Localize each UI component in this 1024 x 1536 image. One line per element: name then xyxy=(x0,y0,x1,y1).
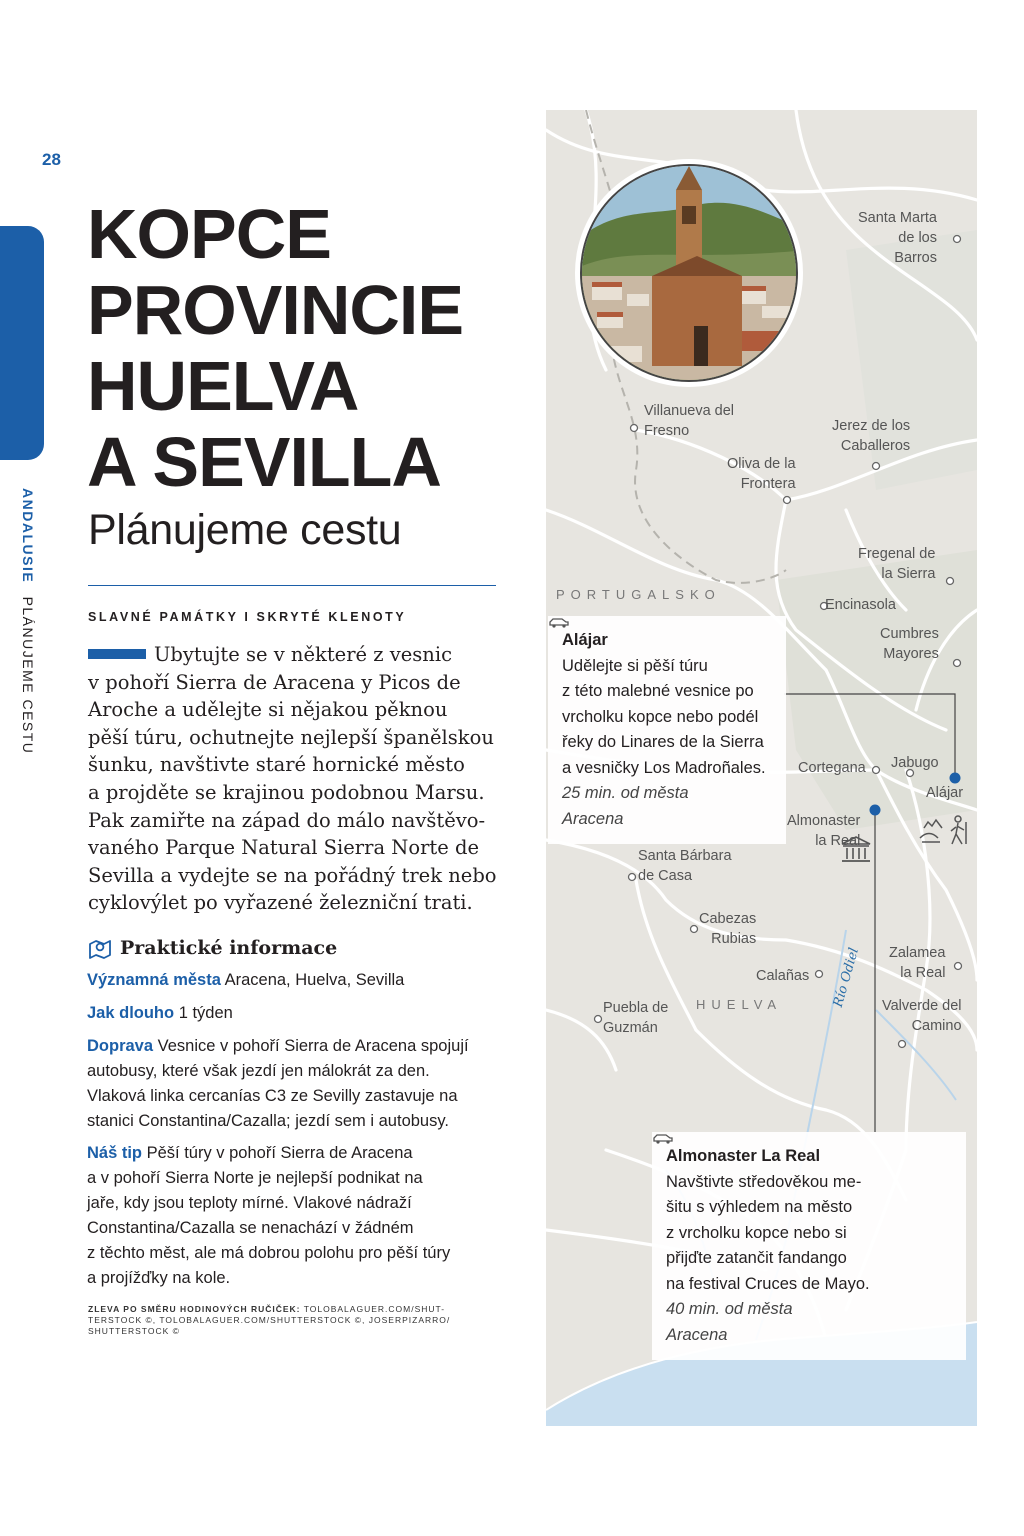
divider xyxy=(88,585,496,586)
chapter-page-label: PLÁNUJEME CESTU xyxy=(20,596,36,755)
info-tip xyxy=(87,1141,507,1291)
photo-credits-lead: ZLEVA PO SMĚRU HODINOVÝCH RUČIČEK: xyxy=(88,1304,301,1314)
info-transport xyxy=(87,1034,507,1134)
place-oliva-de-la-frontera: Oliva de la Frontera xyxy=(727,456,796,492)
callout-almonaster-distance xyxy=(666,1297,952,1323)
info-transport-line: Vesnice v pohoří Sierra de Aracena spojují xyxy=(157,1037,469,1055)
info-tip-line: a projížďky na kole. xyxy=(87,1269,231,1287)
info-duration xyxy=(87,1001,507,1026)
lead-line: Sevilla a vydejte se na pořádný trek nebo xyxy=(88,863,497,887)
callout-almonaster-distance-town: Aracena xyxy=(666,1325,728,1344)
place-villanueva-del-fresno: Villanueva del Fresno xyxy=(644,403,735,439)
chapter-tab xyxy=(0,226,44,460)
info-duration-text: 1 týden xyxy=(178,1004,233,1022)
lead-line: cyklovýlet po vyřazené železniční trati. xyxy=(88,891,473,915)
chapter-side-label xyxy=(20,488,36,754)
title-line: A SEVILLA xyxy=(87,423,441,501)
place-zalamea-la-real: Zalamea la Real xyxy=(889,945,946,981)
place-almonaster-la-real: Almonaster la Real xyxy=(787,813,861,849)
lead-line: Ubytujte se v některé z vesnic xyxy=(154,643,453,666)
info-duration-label: Jak dlouho xyxy=(87,1004,175,1022)
place-cumbres-mayores: Cumbres Mayores xyxy=(880,626,939,662)
place-jerez-de-los-caballeros: Jerez de los Caballeros xyxy=(832,418,911,454)
callout-alajar xyxy=(548,616,786,844)
chapter-section-label: ANDALUSIE xyxy=(20,488,36,584)
lead-paragraph xyxy=(88,641,500,917)
practical-info-title: Praktické informace xyxy=(120,937,338,959)
title-line: HUELVA xyxy=(87,347,359,425)
place-cabezas-rubias: Cabezas Rubias xyxy=(699,911,757,947)
monument-icon xyxy=(839,834,873,866)
place-valverde-del-camino: Valverde del Camino xyxy=(882,998,962,1034)
callout-alajar-line: vrcholku kopce nebo podél xyxy=(562,707,759,726)
place-jabugo: Jabugo xyxy=(891,755,939,771)
info-transport-label: Doprava xyxy=(87,1037,154,1055)
callout-alajar-line: z této malebné vesnice po xyxy=(562,682,754,700)
page-number: 28 xyxy=(42,150,61,169)
callout-alajar-line: Udělejte si pěší túru xyxy=(562,656,708,675)
lead-line: pěší túru, ochutnejte nejlepší španělskou xyxy=(88,725,494,749)
callout-alajar-distance-town: Aracena xyxy=(562,809,624,828)
info-towns-label: Významná města xyxy=(87,971,221,989)
page-title xyxy=(87,196,463,500)
place-santa-marta: Santa Marta de los Barros xyxy=(858,210,937,266)
callout-almonaster-line: na festival Cruces de Mayo. xyxy=(666,1274,870,1293)
car-icon xyxy=(548,616,570,628)
place-fregenal-de-la-sierra: Fregenal de la Sierra xyxy=(858,546,936,582)
lead-line: a projděte se krajinou podobnou Marsu. xyxy=(88,780,485,804)
lead-line: v pohoří Sierra de Aracena y Picos de xyxy=(88,670,461,694)
region-label-portugal: PORTUGALSKO xyxy=(556,587,721,602)
lead-accent-bar xyxy=(88,649,146,659)
region-map xyxy=(546,110,977,1426)
callout-alajar-distance-line: 25 min. od města xyxy=(562,784,689,802)
info-tip-line: Constantina/Cazalla se nenachází v žádném xyxy=(87,1219,414,1237)
info-transport-line: autobusy, které však jezdí jen málokrát za den. xyxy=(87,1062,430,1080)
title-line: PROVINCIE xyxy=(87,271,464,349)
callout-almonaster-title: Almonaster La Real xyxy=(666,1147,821,1165)
callout-alajar-title: Alájar xyxy=(562,631,608,649)
callout-almonaster-distance-line: 40 min. od města xyxy=(666,1300,793,1318)
callout-alajar-line: řeky do Linares de la Sierra xyxy=(562,733,764,751)
section-kicker: SLAVNÉ PAMÁTKY I SKRYTÉ KLENOTY xyxy=(88,610,407,624)
place-calanas: Calañas xyxy=(756,968,810,984)
place-encinasola: Encinasola xyxy=(825,597,896,613)
place-santa-barbara-de-casa: Santa Bárbara de Casa xyxy=(638,848,732,884)
callout-alajar-line: a vesničky Los Madroñales. xyxy=(562,758,766,777)
info-transport-line: stanici Constantina/Cazalla; jezdí sem i autobusy. xyxy=(87,1112,449,1130)
info-tip-line: jaře, kdy jsou teploty mírné. Vlakové nádraží xyxy=(87,1194,412,1212)
photo-credits-text: TOLOBALAGUER.COM/SHUT- TERSTOCK ©, TOLOBALAGUER.COM/SHUTTERSTOCK ©, JOSERPIZARRO/ SHUTTERSTOCK © xyxy=(88,1304,451,1336)
page-subtitle: Plánujeme cestu xyxy=(88,506,402,554)
lead-line: Pak zamiřte na západ do málo navštěvo- xyxy=(88,808,486,832)
callout-almonaster-line: přijďte zatančit fandango xyxy=(666,1249,847,1267)
callout-almonaster-line: Navštivte středověkou me- xyxy=(666,1172,862,1191)
place-puebla-de-guzman: Puebla de Guzmán xyxy=(603,1000,669,1036)
callout-almonaster-line: šitu s výhledem na město xyxy=(666,1198,853,1216)
photo-credits xyxy=(88,1304,468,1337)
lead-line: Aroche a udělejte si nějakou pěknou xyxy=(88,698,448,722)
river-label-odiel: Río Odiel xyxy=(830,946,863,1009)
map-pin-icon xyxy=(88,937,112,959)
callout-alajar-distance xyxy=(562,781,772,807)
region-label-huelva: HUELVA xyxy=(696,997,783,1012)
place-cortegana: Cortegana xyxy=(798,760,866,776)
lead-line: vaného Parque Natural Sierra Norte de xyxy=(88,836,479,860)
lead-line: šunku, navštivte staré hornické město xyxy=(88,753,465,777)
info-tip-line: Pěší túry v pohoří Sierra de Aracena xyxy=(146,1144,413,1162)
info-towns xyxy=(87,968,507,993)
practical-info-heading xyxy=(88,937,337,959)
info-tip-label: Náš tip xyxy=(87,1144,143,1162)
info-transport-line: Vlaková linka cercanías C3 ze Sevilly zastavuje na xyxy=(87,1087,458,1105)
car-icon xyxy=(652,1132,674,1144)
info-tip-line: z těchto měst, ale má dobrou polohu pro pěší túry xyxy=(87,1244,451,1262)
title-line: KOPCE xyxy=(87,195,331,273)
church-photo-illustration xyxy=(582,166,796,380)
info-tip-line: a v pohoří Sierra Norte je nejlepší podnikat na xyxy=(87,1169,423,1187)
hiking-icon xyxy=(918,814,974,848)
callout-almonaster-line: z vrcholku kopce nebo si xyxy=(666,1223,847,1242)
callout-almonaster xyxy=(652,1132,966,1360)
info-towns-text: Aracena, Huelva, Sevilla xyxy=(224,971,405,989)
village-photo xyxy=(580,164,798,382)
place-alajar: Alájar xyxy=(926,785,964,801)
